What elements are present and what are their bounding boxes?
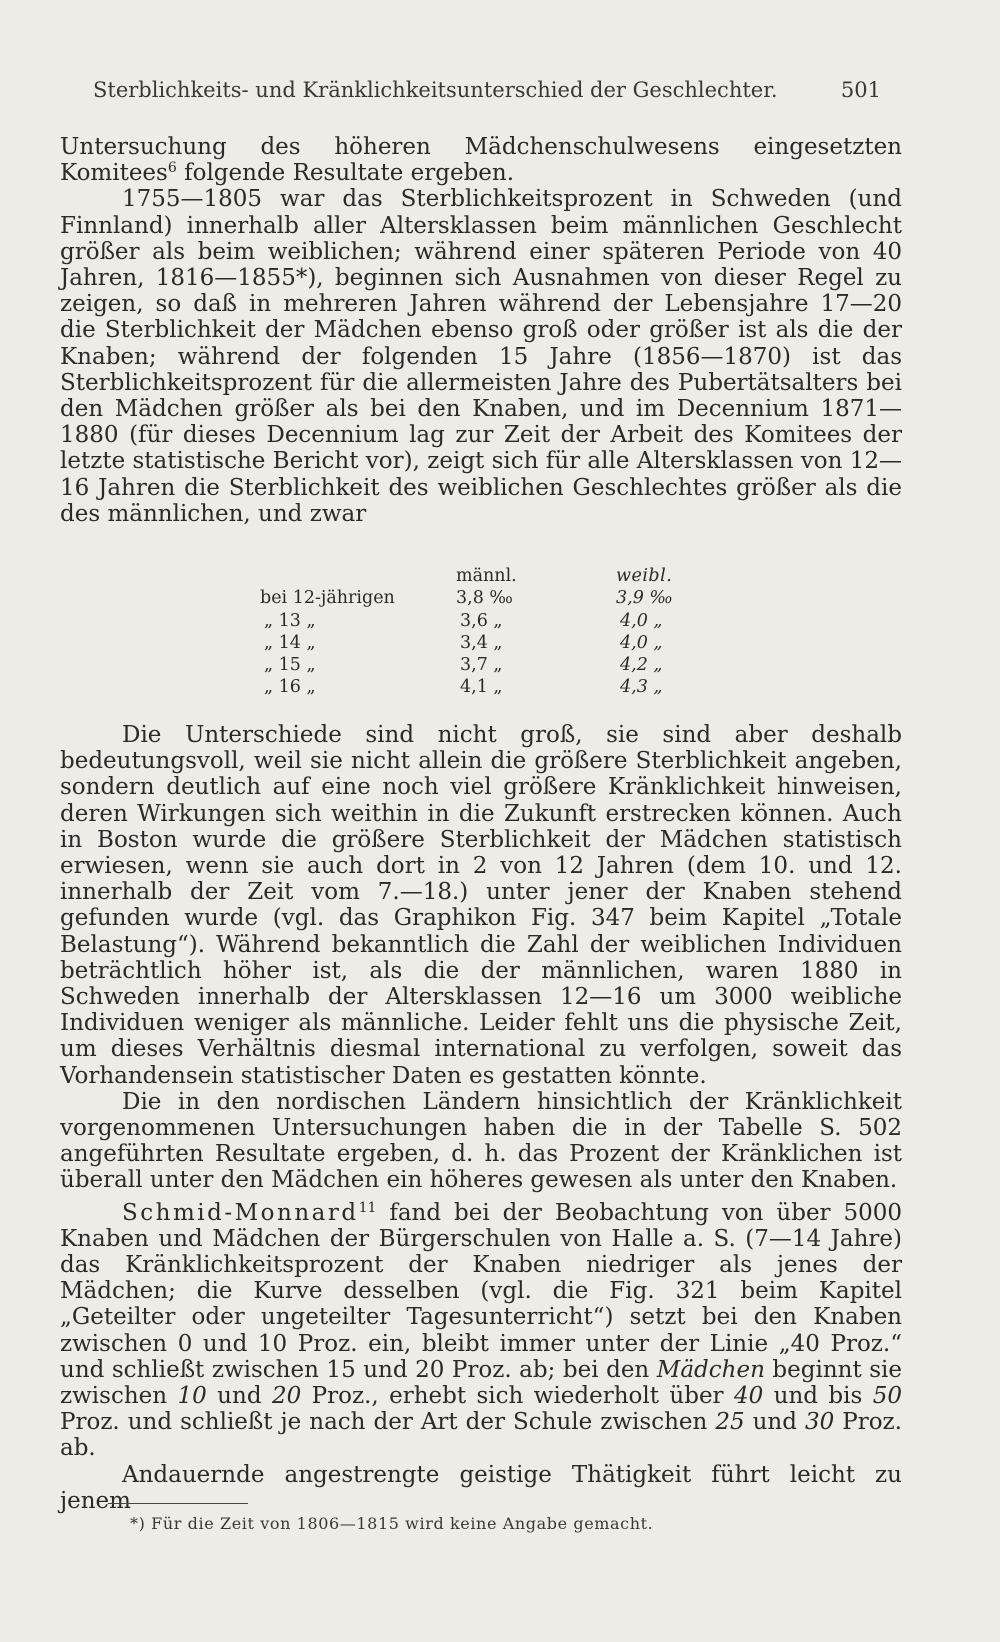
footnote-ref: 11 [358,1199,377,1216]
table-row [260,632,700,654]
paragraph: Die Unterschiede sind nicht groß, sie sind aber deshalb bedeutungsvoll, weil sie nicht allein die größere Sterblichkeit angeben, sondern deutlich auf eine noch viel größere Kränklichkeit hinweisen, deren Wirkungen sich weithin in die Zukunft erstrecken können. Auch in Boston wurde die größere Sterblichkeit der Mädchen statistisch erwiesen, wenn sie auch dort in 2 von 12 Jahren (dem 10. und 12. innerhalb der Zeit vom 7.—18.) unter jener der Knaben stehend gefunden wurde (vgl. das Graphikon Fig. 347 beim Kapitel „Totale Belastung“). Während bekanntlich die Zahl der weiblichen Individuen beträchtlich höher ist, als die der männlichen, waren 1880 in Schweden innerhalb der Altersklassen 12—16 um 3000 weibliche Individuen weniger als männliche. Leider fehlt uns die physische Zeit, um dieses Verhältnis diesmal international zu verfolgen, soweit das Vorhandensein statistischer Daten es gestatten könnte. [60,722,902,1089]
female-value: 4,2 „ [620,655,663,676]
female-value: 3,9 ‰ [616,588,673,609]
table-row [260,654,700,676]
female-value: 4,0 „ [620,610,663,631]
mortality-table [260,565,700,699]
row-label: „ 16 „ [264,677,316,698]
footnote-divider [108,1503,248,1504]
male-value: 3,7 „ [460,655,503,676]
paragraph-text: folgende Resultate ergeben. [176,160,515,187]
running-header [93,78,881,103]
footnote-ref: 6 [167,160,177,177]
paragraph [60,134,902,186]
paragraph-text: Untersuchung des höheren Mädchenschulwesens eingesetzten Komitees [60,134,902,187]
row-label: „ 15 „ [264,655,316,676]
male-value: 4,1 „ [460,677,503,698]
paragraph: 1755—1805 war das Sterblichkeitsprozent in Schweden (und Finnland) innerhalb aller Altersklassen beim männlichen Geschlecht größer als beim weiblichen; während einer späteren Periode von 40 Jahren, 1816—1855*), beginnen sich Ausnahmen von dieser Regel zu zeigen, so daß in mehreren Jahren während der Lebensjahre 17—20 die Sterblichkeit der Mädchen ebenso groß oder größer ist als die der Knaben; während der folgenden 15 Jahre (1856—1870) ist das Sterblichkeitsprozent für die allermeisten Jahre des Pubertätsalters bei den Mädchen größer als bei den Knaben, und im Decennium 1871—1880 (für dieses Decennium lag zur Zeit der Arbeit des Komitees der letzte statistische Bericht vor), zeigt sich für alle Altersklassen von 12—16 Jahren die Sterblichkeit des weiblichen Geschlechtes größer als die des männlichen, und zwar [60,186,902,527]
female-value: 4,3 „ [620,677,663,698]
table-row [260,587,700,609]
paragraph: Andauernde angestrengte geistige Thätigkeit führt leicht zu jenem [60,1461,902,1514]
row-label: „ 14 „ [264,632,316,653]
footnote: *) Für die Zeit von 1806—1815 wird keine Angabe gemacht. [130,1514,654,1533]
text-block-bottom [60,722,902,1514]
text-block-top [60,134,902,527]
author-name: Schmid-Monnard [122,1199,359,1226]
column-header-female: weibl. [616,566,673,586]
header-title: Sterblichkeits- und Kränklichkeitsunterschied der Geschlechter. [93,78,778,102]
paragraph: Schmid-Monnard$^{11}$ fand bei der Beobachtung von über 5000 Knaben und Mädchen der Bürgerschulen von Halle a. S. (7—14 Jahre) das Kränklichkeitsprozent der Knaben niedriger als jenes der Mädchen; die Kurve desselben (vgl. die Fig. 321 beim Kapitel „Geteilter oder ungeteilter Tagesunterricht“) setzt bei den Knaben zwischen 0 und 10 Proz. ein, bleibt immer unter der Linie „40 Proz.“ und schließt zwischen 15 und 20 Proz. ab; bei den Mädchen beginnt sie zwischen 10 und 20 Proz., erhebt sich wiederholt über 40 und bis 50 Proz. und schließt je nach der Art der Schule zwischen 25 und 30 Proz. ab. [60,1199,902,1462]
male-value: 3,6 „ [460,610,503,631]
page-number: 501 [840,78,881,102]
table-header-row [260,565,700,587]
female-value: 4,0 „ [620,632,663,653]
table-row [260,610,700,632]
paragraph: Die in den nordischen Ländern hinsichtlich der Kränklichkeit vorgenommenen Untersuchungen haben die in der Tabelle S. 502 angeführten Resultate ergeben, d. h. das Prozent der Kränklichen ist überall unter den Mädchen ein höheres gewesen als unter den Knaben. [60,1088,902,1194]
male-value: 3,8 ‰ [456,588,513,609]
male-value: 3,4 „ [460,632,503,653]
row-label: „ 13 „ [264,610,316,631]
row-label: bei 12-jährigen [260,588,395,609]
column-header-male: männl. [456,566,517,586]
table-row [260,676,700,698]
